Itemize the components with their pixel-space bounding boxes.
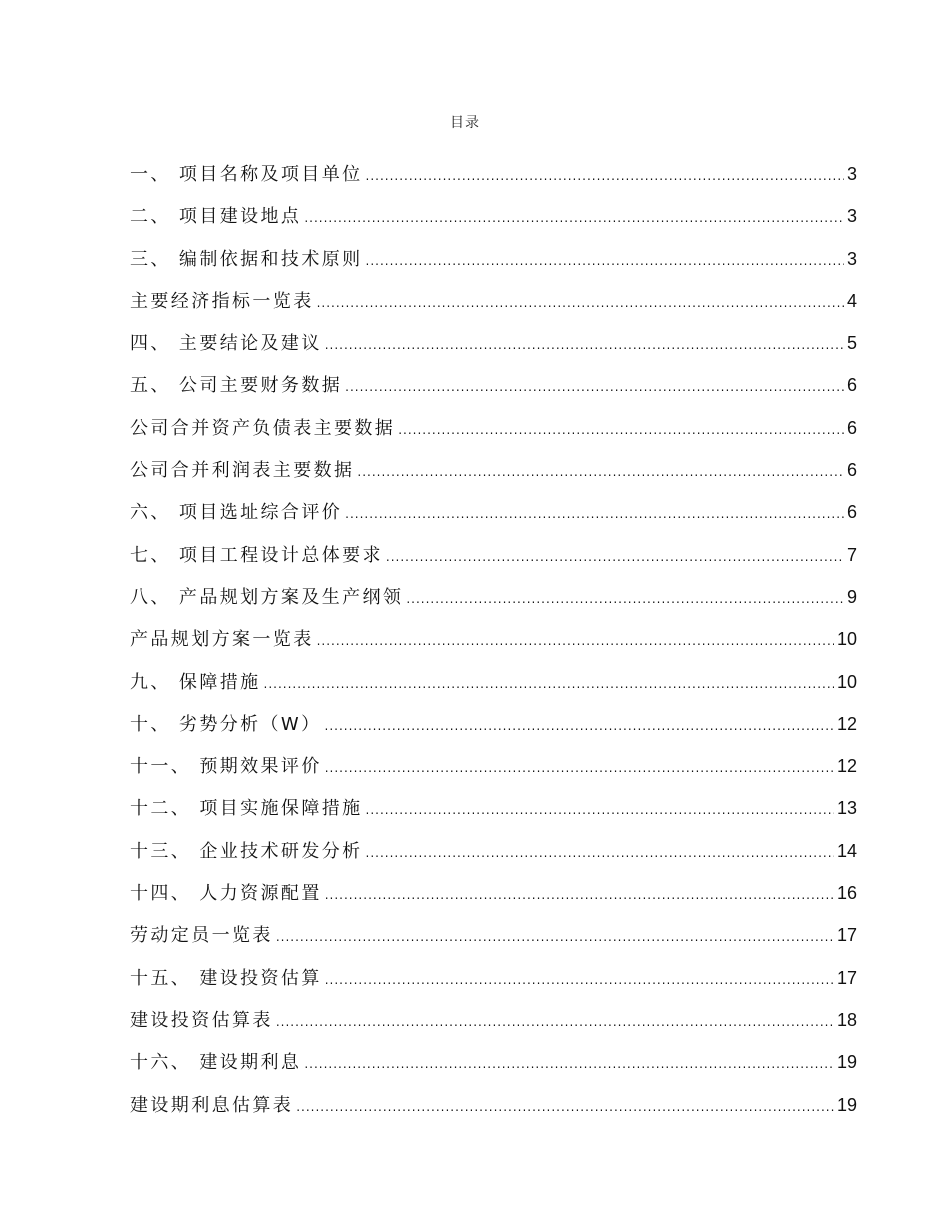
toc-entry-text: 十、 劣势分析（W）	[130, 713, 322, 735]
toc-entry[interactable]	[130, 449, 857, 491]
toc-entry-text: 劳动定员一览表	[130, 925, 273, 947]
dot-leader	[264, 663, 834, 705]
toc-entry-text: 八、 产品规划方案及生产纲领	[130, 586, 404, 608]
toc-entry-text: 公司合并利润表主要数据	[130, 460, 355, 482]
toc-entry[interactable]	[130, 322, 857, 364]
toc-entry[interactable]	[130, 661, 857, 703]
toc-page-number: 19	[836, 1052, 857, 1073]
toc-entry[interactable]	[130, 957, 857, 999]
dot-leader	[386, 536, 844, 578]
toc-entry-text: 十四、 人力资源配置	[130, 883, 322, 905]
toc-page-number: 7	[846, 544, 857, 565]
toc-entry[interactable]	[130, 576, 857, 618]
toc-entry[interactable]	[130, 238, 857, 280]
toc-entry-text: 一、 项目名称及项目单位	[130, 164, 363, 185]
toc-entry[interactable]	[130, 872, 857, 914]
toc-page-number: 6	[846, 417, 857, 438]
dot-leader	[325, 747, 834, 789]
toc-entry-text: 建设投资估算表	[130, 1009, 273, 1031]
dot-leader	[325, 324, 844, 366]
toc-page-number: 3	[846, 248, 857, 269]
toc-page-number: 6	[846, 460, 857, 481]
dot-leader	[366, 832, 834, 874]
toc-entry-text: 四、 主要结论及建议	[130, 333, 322, 355]
dot-leader	[366, 155, 844, 197]
dot-leader	[406, 578, 844, 620]
dot-leader	[276, 1001, 834, 1043]
toc-page-number: 19	[836, 1094, 857, 1115]
toc-list	[130, 153, 857, 1126]
dot-leader	[325, 705, 834, 747]
toc-page-number: 6	[846, 375, 857, 396]
toc-entry[interactable]	[130, 1084, 857, 1126]
dot-leader	[317, 282, 844, 324]
toc-entry-text: 公司合并资产负债表主要数据	[130, 417, 396, 439]
toc-entry-text: 五、 公司主要财务数据	[130, 375, 343, 397]
toc-entry[interactable]	[130, 364, 857, 406]
toc-entry[interactable]	[130, 787, 857, 829]
toc-title: 目录	[450, 115, 480, 131]
dot-leader	[345, 493, 844, 535]
toc-entry-text: 九、 保障措施	[130, 671, 261, 693]
toc-page-number: 9	[846, 586, 857, 607]
toc-page-number: 14	[836, 840, 857, 861]
toc-entry[interactable]	[130, 745, 857, 787]
toc-page-number: 10	[836, 629, 857, 650]
dot-leader	[398, 409, 844, 451]
toc-page-number: 3	[846, 206, 857, 227]
toc-entry[interactable]	[130, 618, 857, 660]
toc-entry-text: 六、 项目选址综合评价	[130, 502, 343, 524]
dot-leader	[276, 916, 834, 958]
dot-leader	[325, 959, 834, 1001]
toc-page-number: 10	[836, 671, 857, 692]
toc-entry-text: 产品规划方案一览表	[130, 629, 314, 651]
toc-entry-text: 十二、 项目实施保障措施	[130, 798, 363, 820]
toc-entry[interactable]	[130, 534, 857, 576]
toc-page-number: 6	[846, 502, 857, 523]
toc-entry[interactable]	[130, 407, 857, 449]
toc-entry-text: 三、 编制依据和技术原则	[130, 248, 363, 270]
toc-entry-text: 十六、 建设期利息	[130, 1052, 302, 1074]
dot-leader	[296, 1086, 834, 1128]
dot-leader	[357, 451, 844, 493]
toc-page-number: 18	[836, 1009, 857, 1030]
dot-leader	[366, 240, 844, 282]
dot-leader	[366, 789, 834, 831]
toc-page-number: 5	[846, 333, 857, 354]
toc-entry-text: 七、 项目工程设计总体要求	[130, 544, 383, 566]
toc-entry[interactable]	[130, 830, 857, 872]
toc-entry-text: 主要经济指标一览表	[130, 290, 314, 312]
toc-entry-text: 十三、 企业技术研发分析	[130, 840, 363, 862]
toc-entry[interactable]	[130, 195, 857, 237]
toc-page-number: 3	[846, 164, 857, 184]
toc-entry[interactable]	[130, 999, 857, 1041]
toc-entry-text: 建设期利息估算表	[130, 1094, 294, 1116]
toc-entry-text: 二、 项目建设地点	[130, 206, 302, 228]
toc-entry[interactable]	[130, 703, 857, 745]
toc-entry-text: 十一、 预期效果评价	[130, 756, 322, 778]
toc-page-number: 12	[836, 713, 857, 734]
dot-leader	[304, 197, 844, 239]
dot-leader	[304, 1043, 834, 1085]
dot-leader	[345, 366, 844, 408]
dot-leader	[317, 620, 834, 662]
toc-entry[interactable]	[130, 914, 857, 956]
toc-page-number: 17	[836, 925, 857, 946]
toc-page-number: 12	[836, 756, 857, 777]
dot-leader	[325, 874, 834, 916]
toc-entry[interactable]	[130, 491, 857, 533]
toc-entry-text: 十五、 建设投资估算	[130, 967, 322, 989]
toc-page-number: 4	[846, 290, 857, 311]
toc-page-number: 16	[836, 883, 857, 904]
toc-page-number: 17	[836, 967, 857, 988]
toc-entry[interactable]	[130, 280, 857, 322]
toc-page-number: 13	[836, 798, 857, 819]
toc-entry[interactable]	[130, 1041, 857, 1083]
toc-entry[interactable]	[130, 153, 857, 195]
